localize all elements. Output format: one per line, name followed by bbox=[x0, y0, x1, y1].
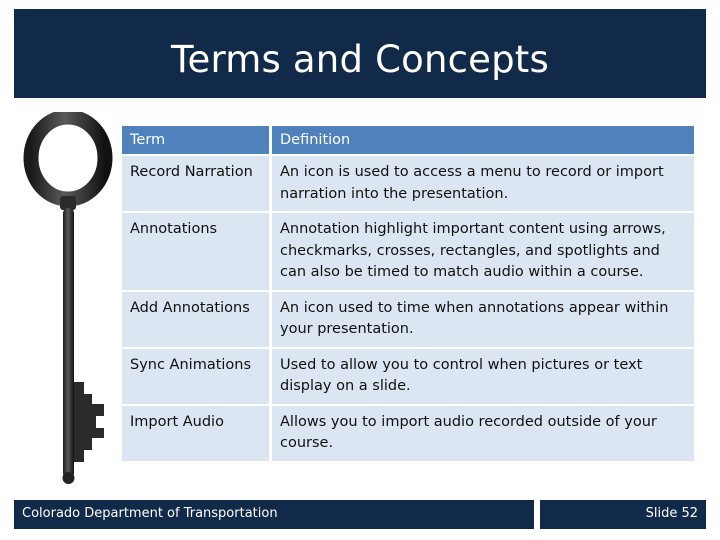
term-cell: Record Narration bbox=[122, 156, 272, 211]
terms-table bbox=[122, 124, 694, 463]
table-row bbox=[122, 406, 694, 461]
slide-number: Slide 52 bbox=[645, 506, 698, 521]
title-bar bbox=[14, 9, 706, 98]
definition-cell: An icon is used to access a menu to record or import narration into the presentation. bbox=[272, 156, 694, 211]
definition-cell: An icon used to time when annotations appear within your presentation. bbox=[272, 292, 694, 347]
footer-slide-number-bar bbox=[540, 500, 706, 529]
term-cell: Add Annotations bbox=[122, 292, 272, 347]
table-row bbox=[122, 349, 694, 404]
header-definition: Definition bbox=[272, 126, 694, 154]
table-row bbox=[122, 213, 694, 290]
definition-cell: Annotation highlight important content using arrows, checkmarks, crosses, rectangles, and spotlights and can also be timed to match audio within a course. bbox=[272, 213, 694, 290]
definition-cell: Allows you to import audio recorded outside of your course. bbox=[272, 406, 694, 461]
term-cell: Import Audio bbox=[122, 406, 272, 461]
table-header-row bbox=[122, 126, 694, 154]
footer-org-text: Colorado Department of Transportation bbox=[22, 506, 278, 521]
table-row bbox=[122, 292, 694, 347]
header-term: Term bbox=[122, 126, 272, 154]
footer-org-bar bbox=[14, 500, 534, 529]
definition-cell: Used to allow you to control when pictures or text display on a slide. bbox=[272, 349, 694, 404]
term-cell: Sync Animations bbox=[122, 349, 272, 404]
key-image bbox=[20, 112, 120, 490]
term-cell: Annotations bbox=[122, 213, 272, 290]
slide-title: Terms and Concepts bbox=[171, 38, 549, 81]
table-row bbox=[122, 156, 694, 211]
